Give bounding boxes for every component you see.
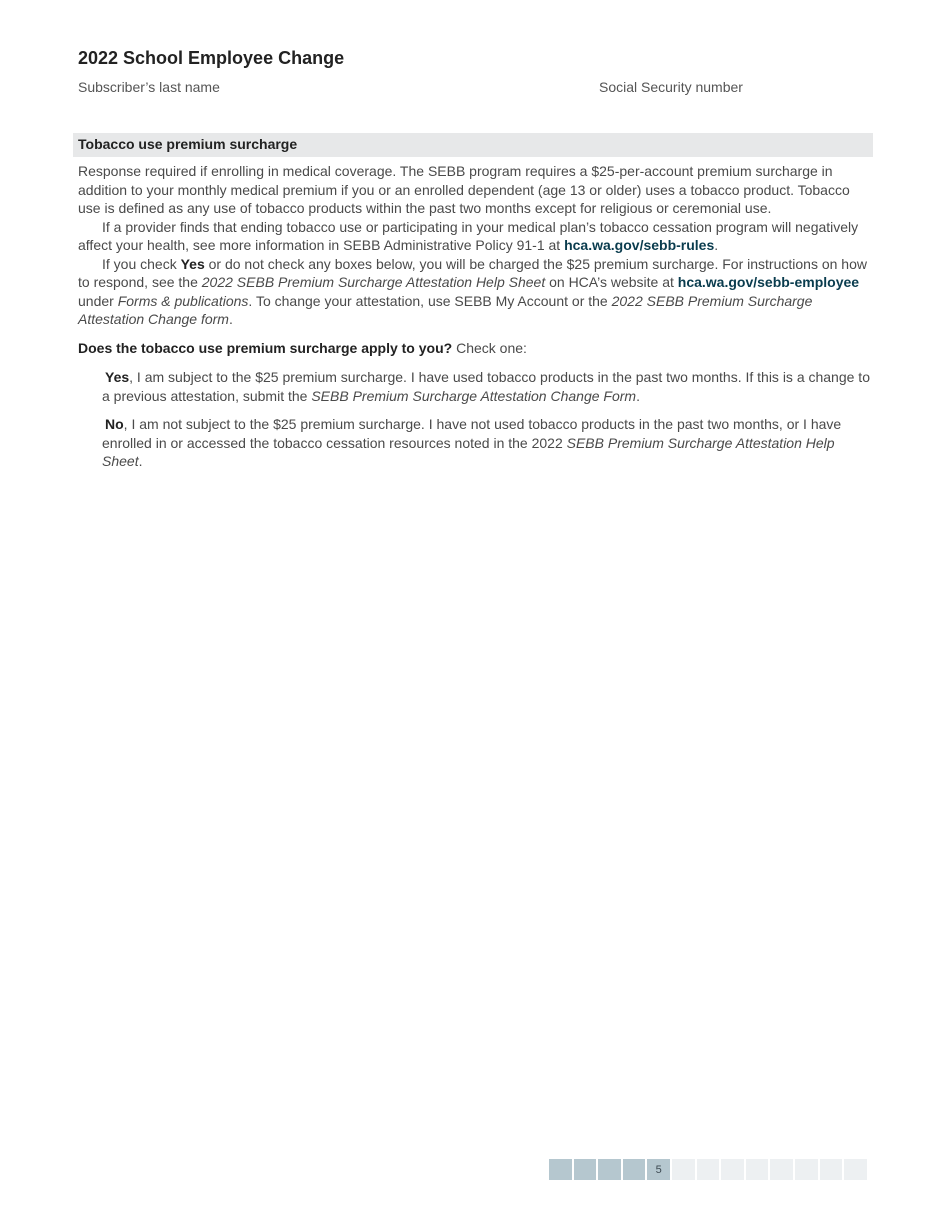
sebb-rules-link[interactable]: hca.wa.gov/sebb-rules (564, 237, 715, 253)
paragraph-instructions (78, 255, 872, 329)
option-no-doc: SEBB Premium Surcharge Attestation Help Sheet (102, 434, 835, 469)
option-no-end: . (138, 453, 143, 469)
page-square (820, 1159, 843, 1180)
page-square (697, 1159, 720, 1180)
instr-a: If you check (102, 255, 181, 272)
page-square (672, 1159, 695, 1180)
option-yes-form: SEBB Premium Surcharge Attestation Change Form (311, 387, 637, 404)
page-square (770, 1159, 793, 1180)
instr-d: under (78, 292, 118, 309)
section-body (78, 162, 872, 329)
sebb-employee-link[interactable]: hca.wa.gov/sebb-employee (677, 274, 860, 290)
page-title: 2022 School Employee Change (78, 48, 345, 68)
instr-change-form: 2022 SEBB Premium Surcharge Attestation Change form (78, 292, 813, 327)
surcharge-question (78, 340, 527, 356)
page-square (623, 1159, 646, 1180)
option-no[interactable] (102, 415, 872, 471)
instr-forms: Forms & publications (117, 292, 249, 309)
option-no-text: , I am not subject to the $25 premium surcharge. I have not used tobacco products in the past two months, or I have enrolled in or accessed the tobacco cessation resources noted in the 2022 (102, 416, 842, 451)
option-yes-end: . (636, 387, 640, 404)
question-hint: Check one: (452, 340, 527, 356)
instr-c: on HCA’s website at (545, 274, 678, 290)
option-yes-label: Yes (105, 369, 130, 385)
page-square (746, 1159, 769, 1180)
question-label: Does the tobacco use premium surcharge apply to you? (78, 340, 453, 356)
option-yes-text: , I am subject to the $25 premium surcharge. I have used tobacco products in the past two months. If this is a change to a previous attestation, submit the (102, 369, 870, 404)
instr-b: or do not check any boxes below, you will be charged the $25 premium surcharge. For instructions on how to respond, see the (78, 255, 867, 290)
instr-e: . To change your attestation, use SEBB My Account or the (248, 292, 612, 309)
page-square (574, 1159, 597, 1180)
subscriber-last-name-label: Subscriber’s last name (78, 79, 220, 95)
instr-help-sheet: 2022 SEBB Premium Surcharge Attestation Help Sheet (201, 274, 546, 290)
page-square (795, 1159, 818, 1180)
provider-end: . (714, 237, 719, 253)
provider-text: If a provider finds that ending tobacco use or participating in your medical plan’s tobacco cessation program will negatively affect your health, see more information in SEBB Administrative Policy 91-1 at (78, 218, 859, 253)
instr-f: . (228, 311, 233, 327)
instr-yes: Yes (180, 255, 205, 272)
ssn-label: Social Security number (599, 79, 743, 95)
page-navigation (549, 1159, 867, 1180)
option-yes[interactable] (102, 368, 872, 405)
option-no-label: No (105, 416, 124, 432)
current-page-number: 5 (647, 1159, 670, 1180)
page-square (721, 1159, 744, 1180)
page-square (844, 1159, 867, 1180)
section-header: Tobacco use premium surcharge (73, 133, 873, 157)
paragraph-provider (78, 218, 872, 255)
paragraph-requirement: Response required if enrolling in medical coverage. The SEBB program requires a $25-per-account premium surcharge in addition to your monthly medical premium if you or an enrolled dependent (age 13 or older) uses a tobacco product. Tobacco use is defined as any use of tobacco products within the past two months except for religious or ceremonial use. (78, 163, 850, 216)
page-square (549, 1159, 572, 1180)
page-square (598, 1159, 621, 1180)
